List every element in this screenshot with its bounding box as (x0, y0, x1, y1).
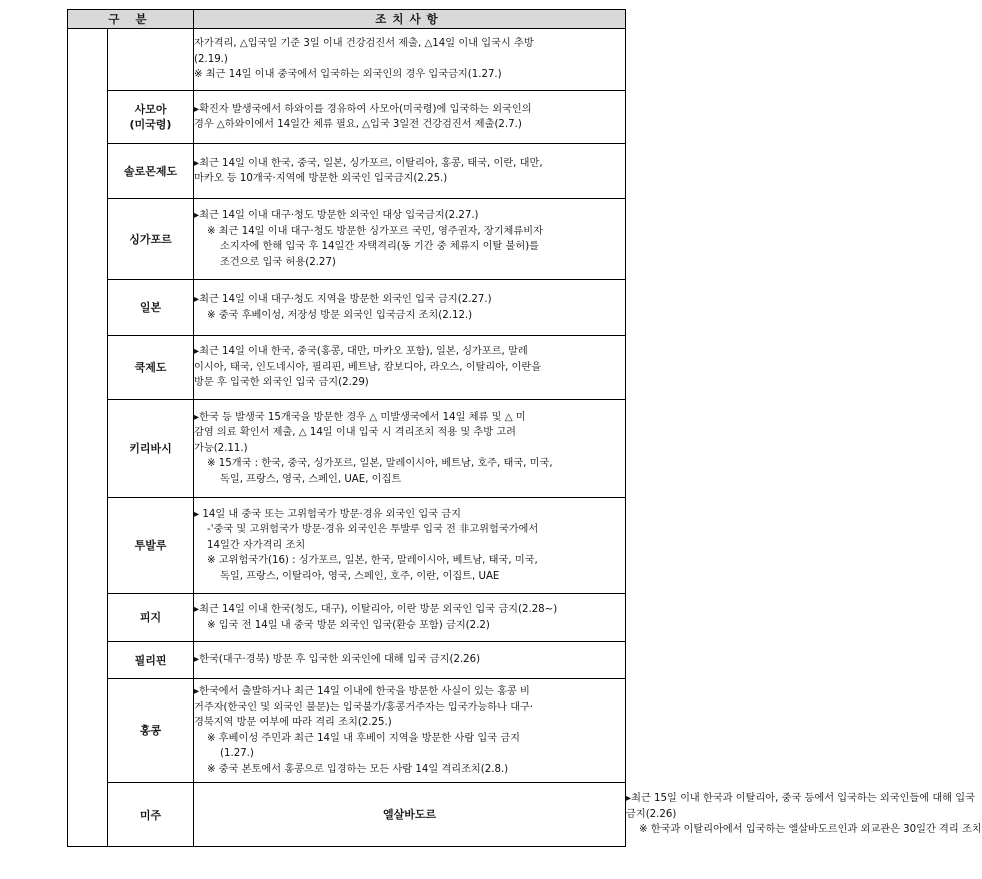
measure-line: 마카오 등 10개국·지역에 방문한 외국인 입국금지(2.25.) (194, 173, 448, 184)
country-name: 엘살바도르 (382, 808, 437, 821)
measure-line: 가능(2.11.) (194, 442, 248, 454)
country-name: 솔로몬제도 (123, 164, 178, 178)
country-cell (108, 594, 194, 642)
country-name: (미국령) (129, 118, 172, 131)
measure-line: ※ 최근 14일 이내 중국에서 입국하는 외국인의 경우 입국금지(1.27.) (194, 69, 502, 81)
measure-line: (1.27.) (220, 748, 254, 759)
header-measures: 조치사항 (194, 10, 626, 29)
table-row (68, 642, 626, 679)
measure-line: 감염 의료 확인서 제출, △ 14일 이내 입국 시 격리조치 적용 및 추방 고려 (194, 427, 517, 439)
country-name: 투발루 (134, 539, 167, 552)
measure-line: -'중국 및 고위험국가 방문·경유 외국인은 투발루 입국 전 非고위험국가에서 (207, 524, 539, 536)
table-row (68, 144, 626, 199)
table-row (68, 91, 626, 144)
measures-table (67, 9, 982, 847)
country-name: 키리바시 (129, 442, 172, 455)
table-row (68, 498, 626, 594)
table-row (68, 199, 626, 280)
measures-cell (194, 29, 626, 91)
table-row: 미주 엘살바도르 ▸최근 15일 이내 한국과 이탈리아, 중국 등에서 입국하는 외국인들에 대해 입국 금지(2.26) ※ 한국과 이탈리아에서 입국하는 엘살바도르인과 외교관은 30일간 격리 조치 (68, 783, 626, 847)
measures-cell (194, 400, 626, 498)
country-name: 피지 (139, 611, 162, 624)
header-category: 구 분 (68, 10, 194, 29)
measure-line: ▸ 14일 내 중국 또는 고위험국가 방문·경유 외국인 입국 금지 (194, 508, 461, 520)
country-name: 싱가포르 (129, 232, 172, 246)
country-cell (108, 400, 194, 498)
measures-cell (194, 144, 626, 199)
table-row (68, 679, 626, 783)
country-cell (108, 642, 194, 679)
measure-line: ▸최근 14일 이내 한국, 중국, 일본, 싱가포르, 이탈리아, 홍콩, 태국, 이란, 대만, (194, 157, 543, 169)
region-asia-pacific-cell (68, 29, 108, 847)
table-header-row (68, 10, 626, 29)
country-cell (194, 783, 626, 847)
table-row (68, 400, 626, 498)
table-row (68, 594, 626, 642)
country-cell (108, 91, 194, 144)
measure-line: 조건으로 입국 허용(2.27) (220, 256, 336, 268)
country-cell (108, 336, 194, 400)
measure-line: 거주자(한국인 및 외국인 불문)는 입국불가/홍콩거주자는 입국가능하나 대구· (194, 701, 534, 713)
country-cell (108, 498, 194, 594)
measure-line: 경북지역 방문 여부에 따라 격리 조치(2.25.) (194, 717, 392, 728)
measure-line: 자가격리, △입국일 기준 3일 이내 건강검진서 제출, △14일 이내 입국시 추방 (194, 38, 534, 50)
measure-line: 소지자에 한해 입국 후 14일간 자택격리(동 기간 중 체류지 이탈 불허)를 (220, 241, 540, 252)
region-americas-cell: 미주 (108, 783, 194, 847)
measures-cell (194, 91, 626, 144)
measure-line: ※ 고위험국가(16) : 싱가포르, 일본, 한국, 말레이시아, 베트남, 태국, 미국, (207, 555, 538, 567)
country-cell (108, 679, 194, 783)
table-row (68, 29, 626, 91)
measure-line: 독일, 프랑스, 영국, 스페인, UAE, 이집트 (220, 473, 402, 485)
measure-line: ※ 중국 후베이성, 저장성 방문 외국인 입국금지 조치(2.12.) (207, 309, 473, 321)
measures-cell (194, 199, 626, 280)
measures-cell (194, 280, 626, 336)
measure-line: (2.19.) (194, 53, 228, 65)
measure-line: ▸최근 14일 이내 대구·청도 지역을 방문한 외국인 입국 금지(2.27.) (194, 294, 492, 305)
table-row (68, 280, 626, 336)
measures-cell (194, 594, 626, 642)
measure-line: ※ 후베이성 주민과 최근 14일 내 후베이 지역을 방문한 사람 입국 금지 (207, 732, 521, 744)
measure-line: ▸한국에서 출발하거나 최근 14일 이내에 한국을 방문한 사실이 있는 홍콩 비 (194, 686, 530, 697)
measures-cell (194, 498, 626, 594)
measure-line: ▸한국(대구·경북) 방문 후 입국한 외국인에 대해 입국 금지(2.26) (194, 654, 481, 666)
country-cell (108, 144, 194, 199)
country-name: 쿡제도 (134, 361, 167, 374)
measure-line: ※ 최근 14일 이내 대구·청도 방문한 싱가포르 국민, 영주권자, 장기체류비자 (207, 225, 543, 237)
measure-line: 14일간 자가격리 조치 (207, 539, 306, 551)
measure-line: ※ 입국 전 14일 내 중국 방문 외국인 입국(환승 포함) 금지(2.2) (207, 619, 490, 631)
country-cell (108, 280, 194, 336)
measure-line: ※ 한국과 이탈리아에서 입국하는 엘살바도르인과 외교관은 30일간 격리 조치 (639, 824, 982, 836)
country-cell (108, 199, 194, 280)
measures-cell (194, 679, 626, 783)
measure-line: 경우 △하와이에서 14일간 체류 필요, △입국 3일전 건강검진서 제출(2.7.) (194, 119, 522, 130)
table-row (68, 336, 626, 400)
country-cell (108, 29, 194, 91)
measures-cell (194, 642, 626, 679)
measure-line: 독일, 프랑스, 이탈리아, 영국, 스페인, 호주, 이란, 이집트, UAE (220, 570, 500, 582)
measure-line: ※ 중국 본토에서 홍콩으로 입경하는 모든 사람 14일 격리조치(2.8.) (207, 763, 509, 775)
measure-line: 방문 후 입국한 외국인 입국 금지(2.29) (194, 377, 369, 389)
measure-line: 이시아, 태국, 인도네시아, 필리핀, 베트남, 캄보디아, 라오스, 이탈리아, 이란을 (194, 361, 542, 373)
country-name: 사모아 (134, 103, 167, 116)
measure-line: ▸확진자 발생국에서 하와이를 경유하여 사모아(미국령)에 입국하는 외국인의 (194, 103, 532, 115)
measure-line: ※ 15개국 : 한국, 중국, 싱가포르, 일본, 말레이시아, 베트남, 호주, 태국, 미국, (207, 458, 553, 470)
country-name: 필리핀 (134, 653, 167, 667)
measure-line: ▸최근 14일 이내 대구·청도 방문한 외국인 대상 입국금지(2.27.) (194, 210, 479, 221)
country-name: 일본 (139, 301, 162, 314)
country-name: 홍콩 (139, 724, 162, 737)
measure-line: ▸최근 14일 이내 한국(청도, 대구), 이탈리아, 이란 방문 외국인 입국 금지(2.28~) (194, 604, 558, 615)
measure-line: ▸한국 등 발생국 15개국을 방문한 경우 △ 미발생국에서 14일 체류 및 △ 미 (194, 411, 526, 423)
measures-cell (194, 336, 626, 400)
measure-line: ▸최근 14일 이내 한국, 중국(홍콩, 대만, 마카오 포함), 일본, 싱가포르, 말레 (194, 346, 528, 358)
